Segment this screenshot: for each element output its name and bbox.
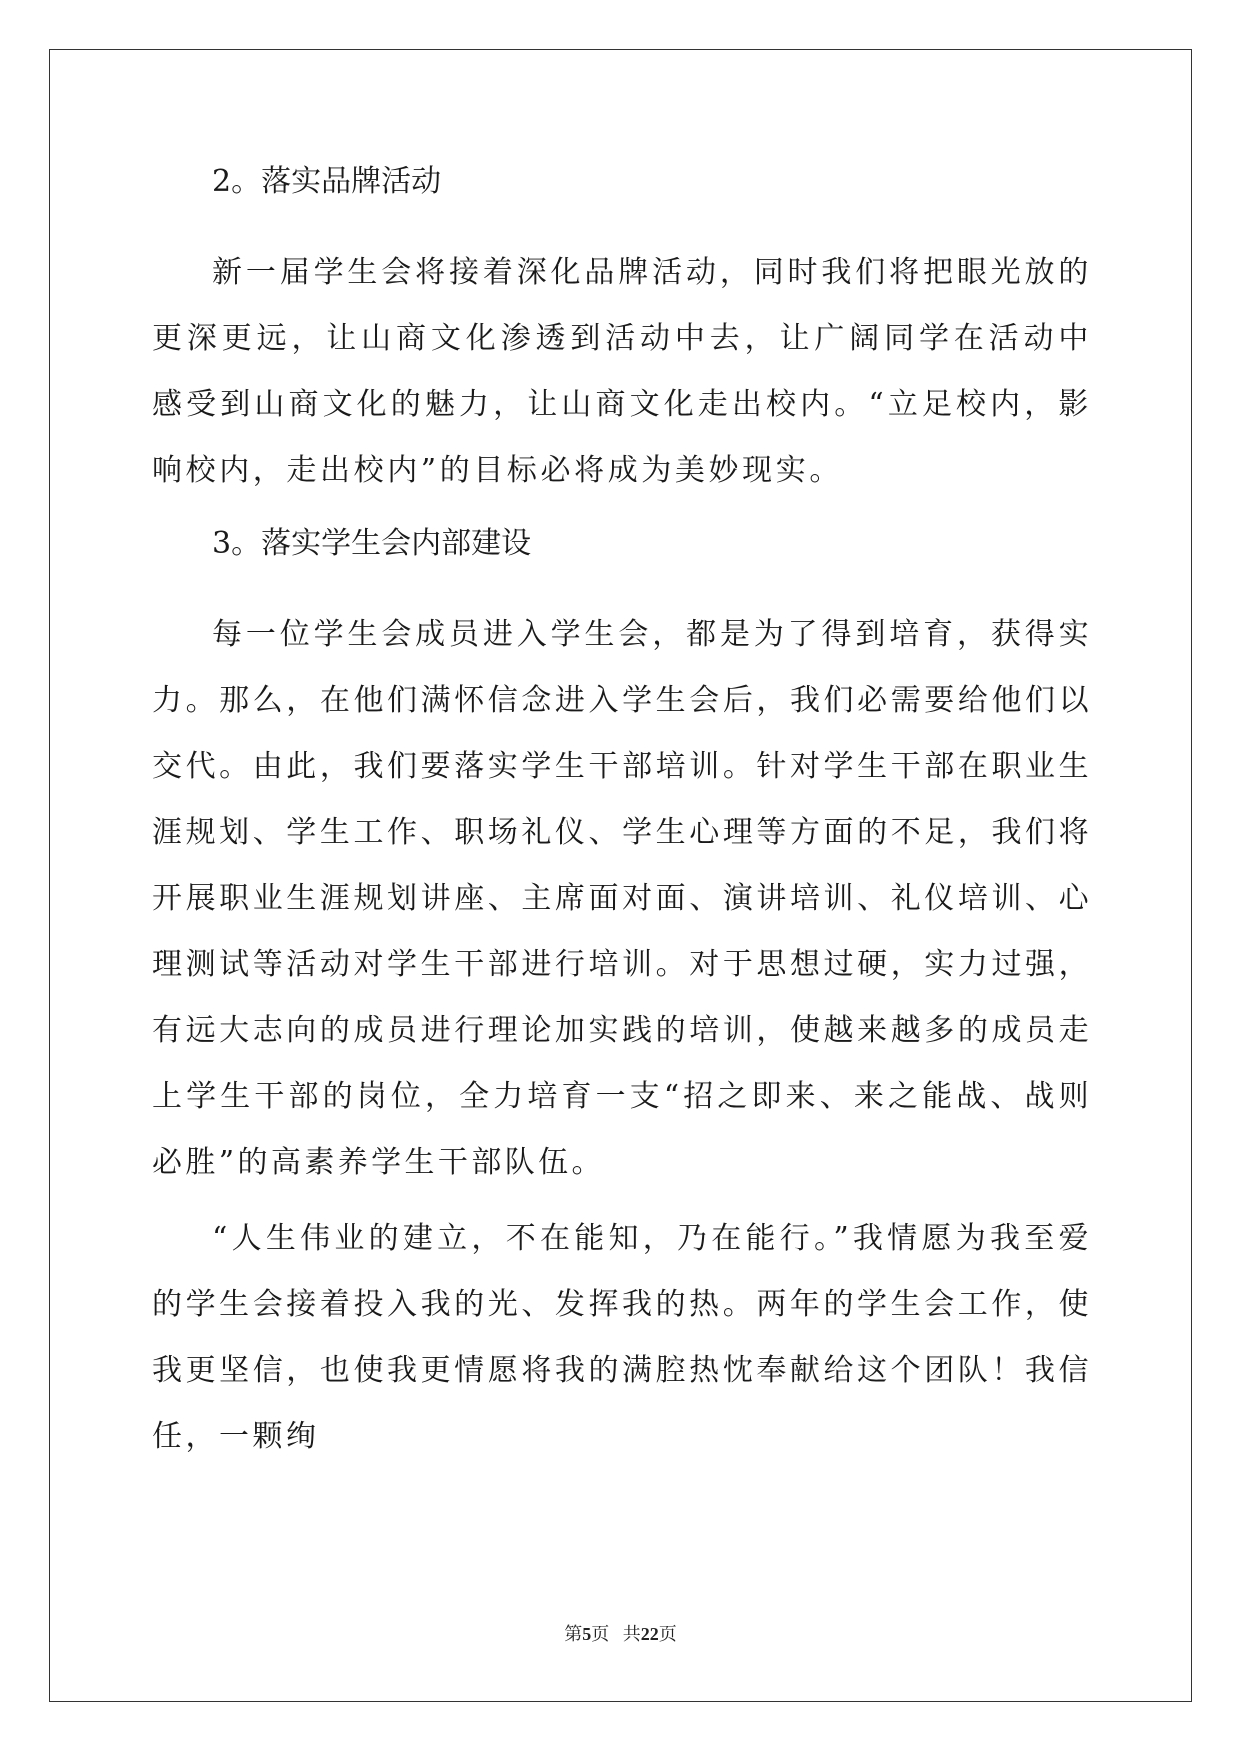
section-heading: 2。落实品牌活动	[212, 164, 442, 199]
footer-prefix: 第	[564, 1624, 583, 1644]
document-body	[152, 158, 1092, 1480]
total-pages: 22	[640, 1624, 659, 1644]
paragraph: 新一届学生会将接着深化品牌活动，同时我们将把眼光放的更深更远，让山商文化渗透到活动中去，让广阔同学在活动中感受到山商文化的魅力，让山商文化走出校内。“立足校内，影响校内，走出校内”的目标必将成为美妙现实。	[152, 255, 1092, 488]
page-footer	[0, 1622, 1241, 1646]
section-heading: 3。落实学生会内部建设	[212, 526, 532, 561]
footer-total-suffix: 页	[658, 1624, 677, 1644]
paragraph: 每一位学生会成员进入学生会，都是为了得到培育，获得实力。那么，在他们满怀信念进入学生会后，我们必需要给他们以交代。由此，我们要落实学生干部培训。针对学生干部在职业生涯规划、学生工作、职场礼仪、学生心理等方面的不足，我们将开展职业生涯规划讲座、主席面对面、演讲培训、礼仪培训、心理测试等活动对学生干部进行培训。对于思想过硬，实力过强，有远大志向的成员进行理论加实践的培训，使越来越多的成员走上学生干部的岗位，全力培育一支“招之即来、来之能战、战则必胜”的高素养学生干部队伍。	[152, 617, 1092, 1180]
page-number: 5	[582, 1624, 592, 1644]
footer-page-suffix: 页	[591, 1624, 610, 1644]
footer-total-prefix: 共	[622, 1624, 641, 1644]
paragraph: “人生伟业的建立，不在能知，乃在能行。”我情愿为我至爱的学生会接着投入我的光、发挥我的热。两年的学生会工作，使我更坚信，也使我更情愿将我的满腔热忱奉献给这个团队！我信任，一颗绚	[152, 1221, 1092, 1454]
